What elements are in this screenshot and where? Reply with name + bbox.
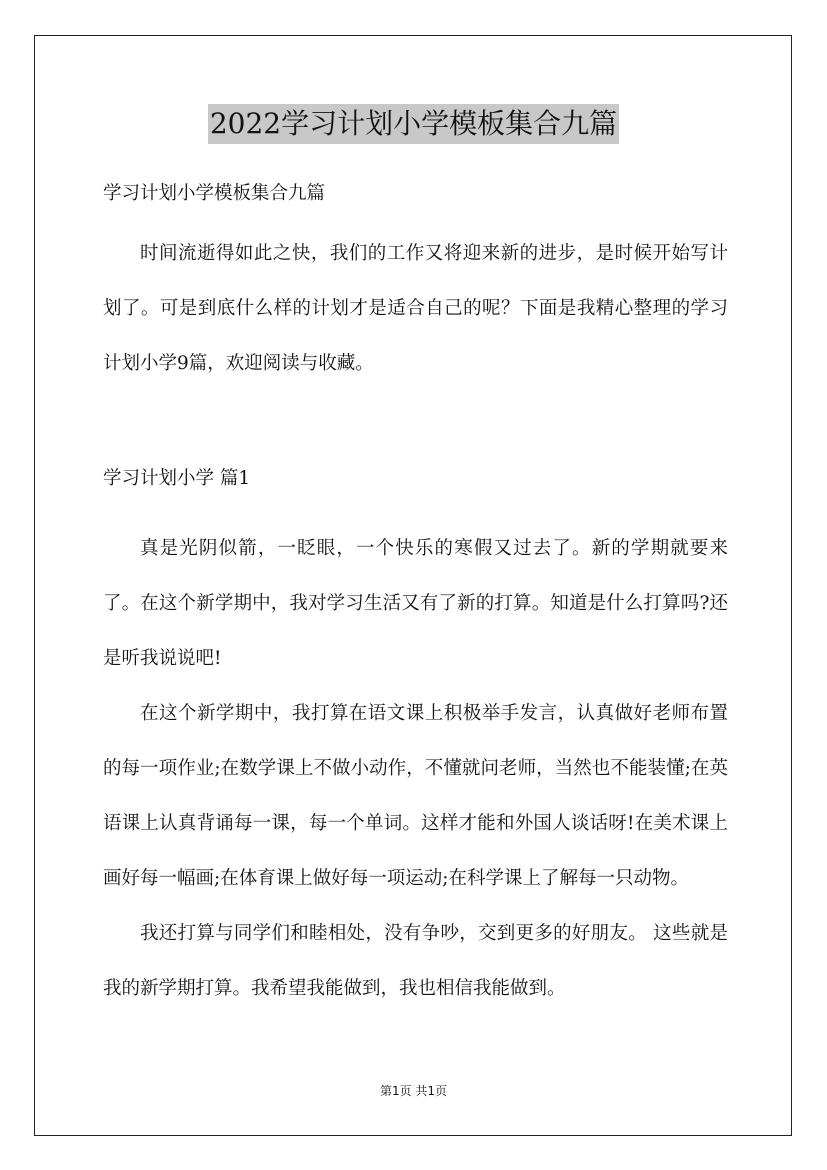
intro-paragraph: 时间流逝得如此之快，我们的工作又将迎来新的进步，是时候开始写计划了。可是到底什么样的计划才是适合自己的呢？下面是我精心整理的学习计划小学9篇，欢迎阅读与收藏。 [103,243,728,374]
document-title: 2022学习计划小学模板集合九篇 [208,104,619,144]
body-paragraph-2: 在这个新学期中，我打算在语文课上积极举手发言，认真做好老师布置的每一项作业;在数学课上不做小动作，不懂就问老师，当然也不能装懂;在英语课上认真背诵每一课，每一个单词。这样才能和外国人谈话呀!在美术课上画好每一幅画;在体育课上做好每一项运动;在科学课上了解每一只动物。 [103,703,728,889]
title-container [0,104,827,144]
section-heading: 学习计划小学 篇1 [103,468,251,489]
document-subtitle: 学习计划小学模板集合九篇 [103,183,326,204]
document-body [103,176,728,1016]
page-footer: 第1页 共1页 [379,1084,448,1098]
body-paragraph-1: 真是光阴似箭，一眨眼，一个快乐的寒假又过去了。新的学期就要来了。在这个新学期中，我对学习生活又有了新的打算。知道是什么打算吗?还是听我说说吧! [103,538,728,669]
body-paragraph-3: 我还打算与同学们和睦相处，没有争吵，交到更多的好朋友。 这些就是我的新学期打算。我希望我能做到，我也相信我能做到。 [103,923,728,999]
